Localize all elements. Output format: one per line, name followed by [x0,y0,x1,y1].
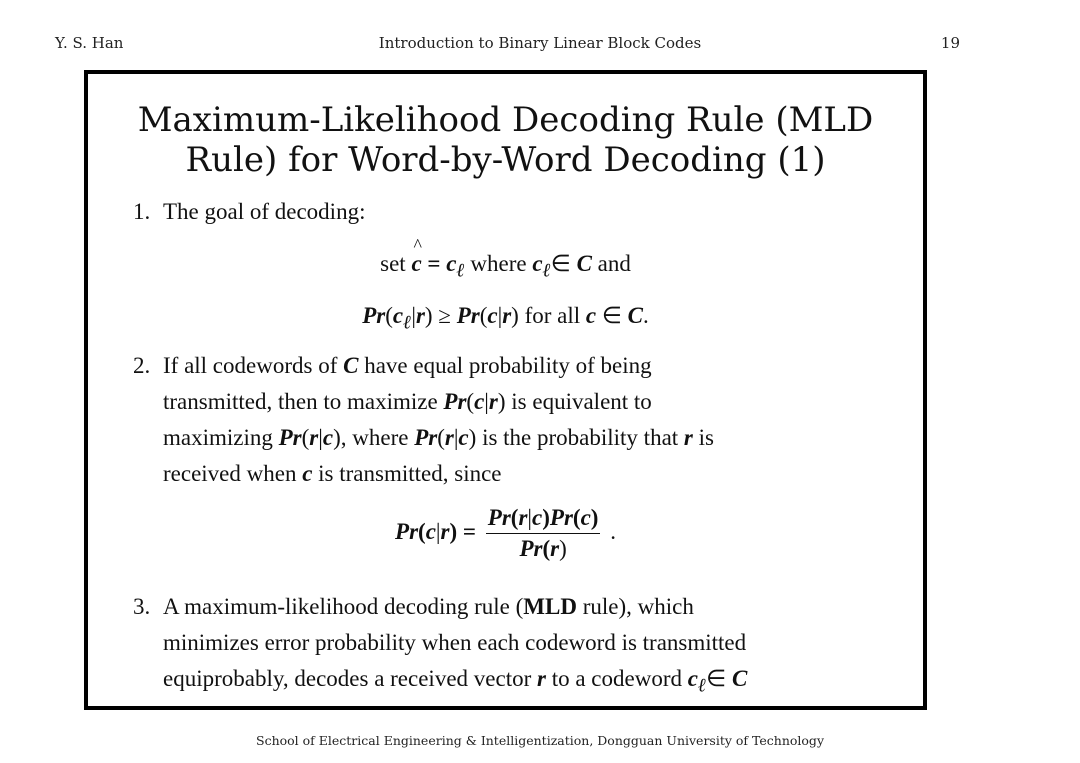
equation-set-c-hat: set ^ $c = c_\ell$ where $c_\ell\in$ C and [84,251,927,283]
item-1-number: 1. [133,199,151,224]
eq1-and: and [597,251,631,276]
item-3-number: 3. [133,594,151,619]
header-author: Y. S. Han [55,34,124,52]
c-hat-symbol: ^ c [411,251,421,277]
bayes-fraction: $\frac{Pr(r|c)Pr(c)}{Pr(r)}$ [487,505,599,561]
page-number: 19 [940,34,960,52]
slide-title-line2: Rule) for Word-by-Word Decoding (1) [185,140,826,180]
item-2-line-2: transmitted, then to maximize Pr(c|r) is equivalent to [163,389,652,414]
footer-institution: School of Electrical Engineering & Intelligentization, Dongguan University of Technology [256,733,824,748]
item-1-text: The goal of decoding: [163,199,366,224]
item-2-line-3: maximizing Pr(r|c), where Pr(r|c) is the probability that r is [163,425,714,450]
equation-probability-condition: $Pr(c_\ell|r) \ge Pr(c|r)$ for all c ∈ C. [362,303,649,334]
slide-title [84,100,927,180]
equation-bayes-rule: Pr(c|r) = $\frac{Pr(r|c)Pr(c)}{Pr(r)}$ . [395,505,616,561]
item-3-line-1: A maximum-likelihood decoding rule (MLD rule), which [163,594,694,619]
item-2-number: 2. [133,353,151,378]
item-3-line-2: minimizes error probability when each codeword is transmitted [163,630,747,655]
header-title: Introduction to Binary Linear Block Codes [378,34,702,52]
eq2-for-all: for all [524,303,581,328]
item-2-line-1: If all codewords of C have equal probability of being [163,353,652,378]
slide-title-line1: Maximum-Likelihood Decoding Rule (MLD [137,100,874,140]
eq1-where: where [470,251,527,276]
eq1-set: set [380,251,406,276]
item-2-line-4: received when c is transmitted, since [163,461,502,486]
item-3-line-3: equiprobably, decodes a received vector r to a codeword $c_\ell\in$ C [163,666,748,697]
